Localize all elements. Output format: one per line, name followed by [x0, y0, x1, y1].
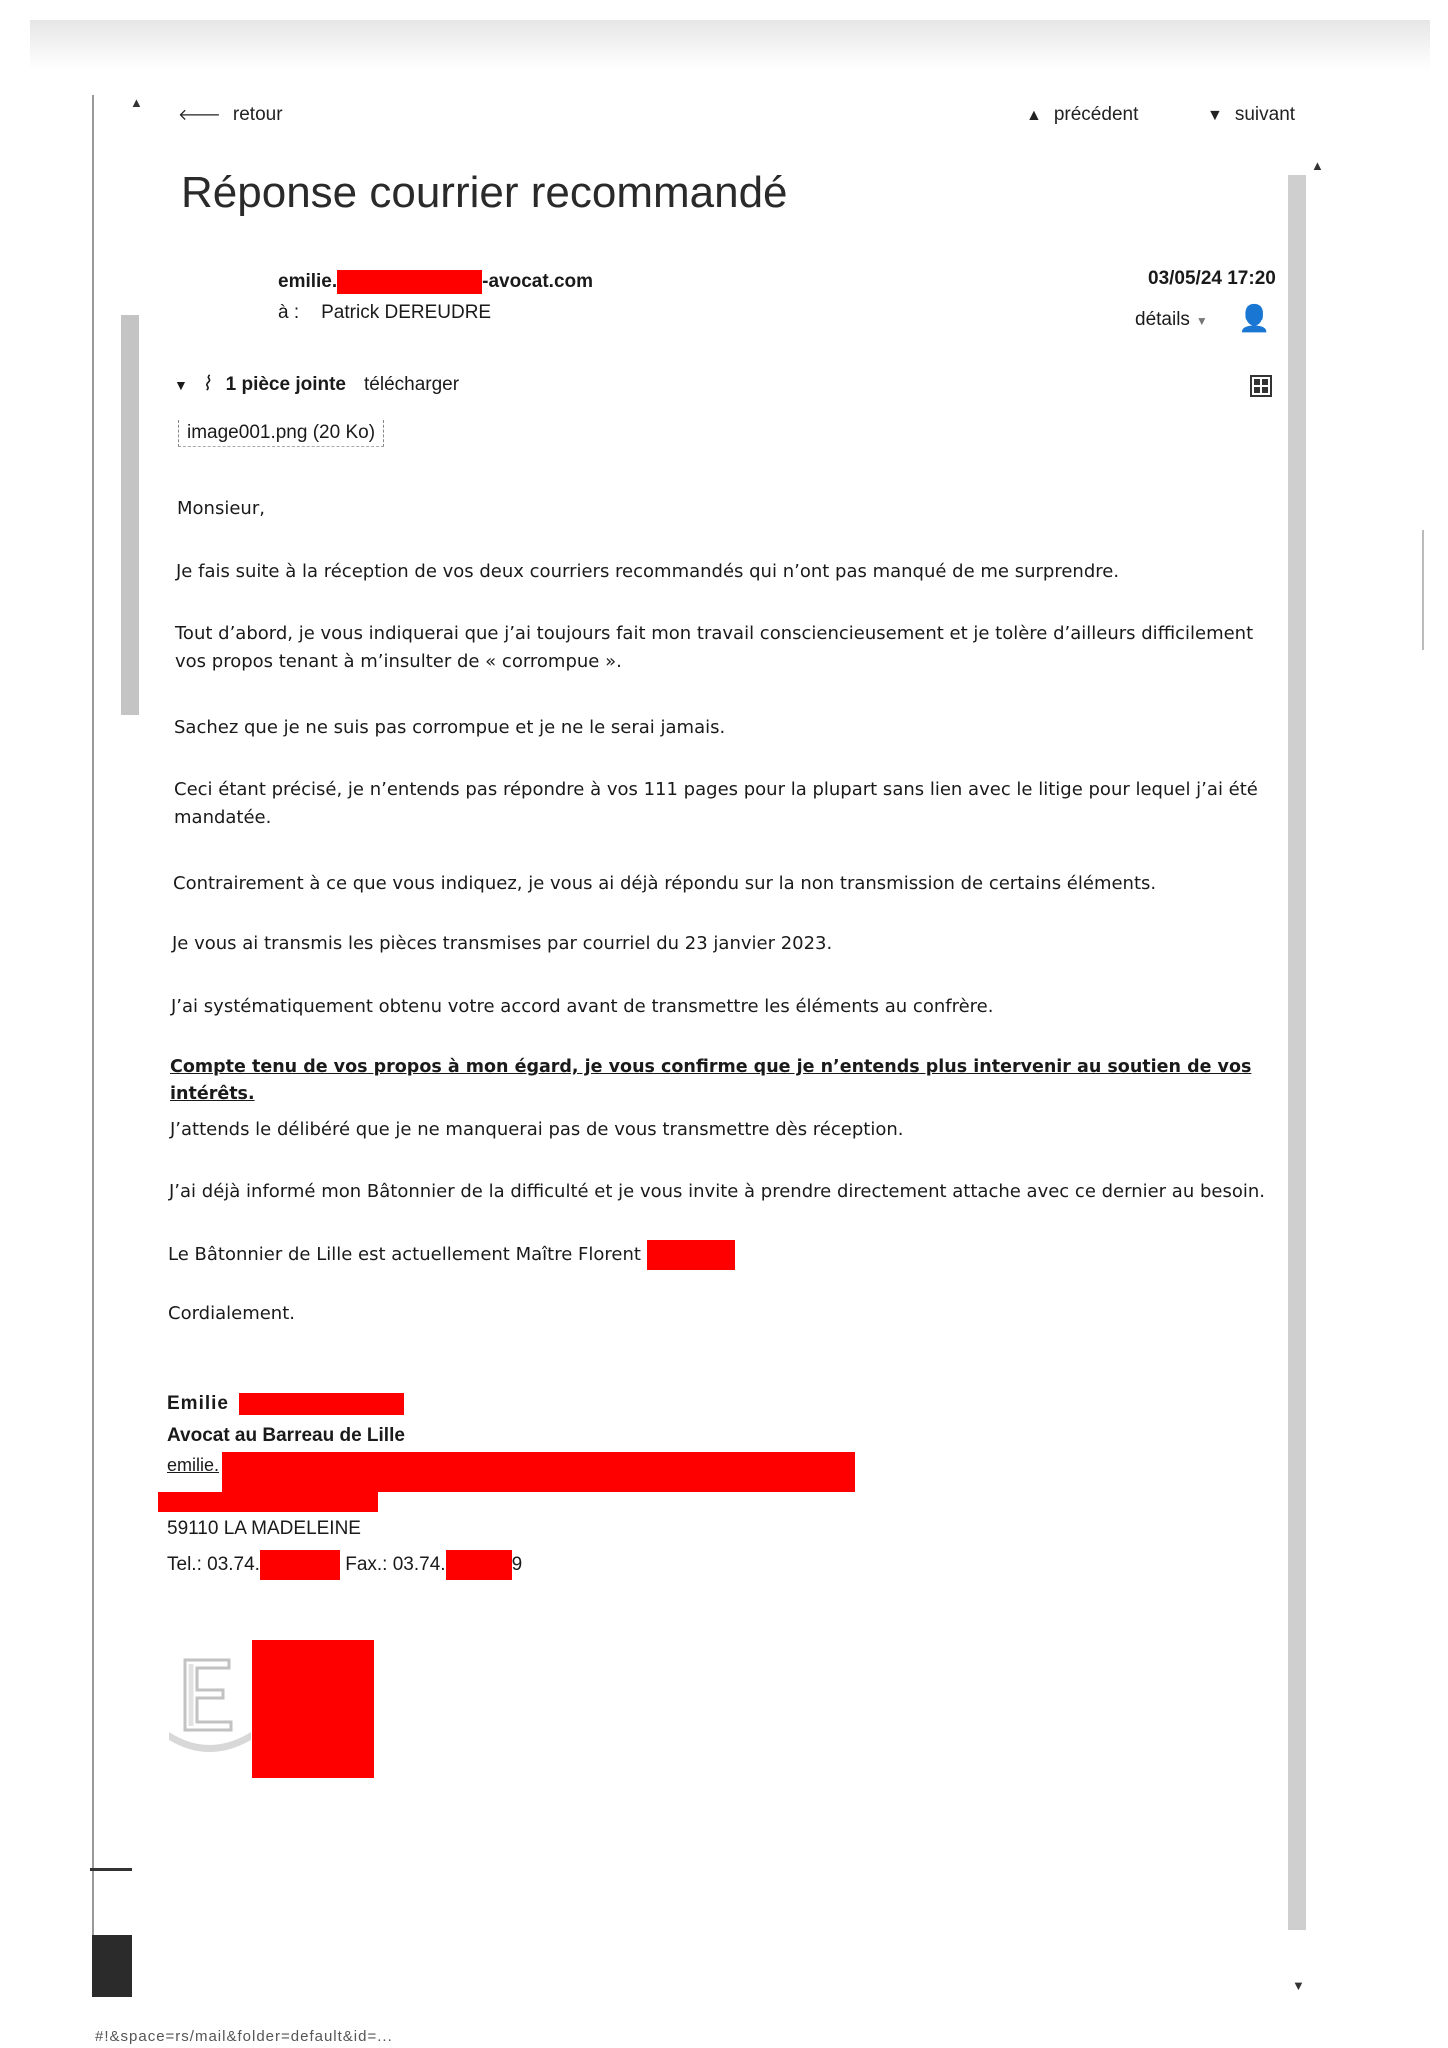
paperclip-icon: ⌇	[201, 373, 212, 395]
back-label: retour	[232, 104, 283, 125]
details-toggle[interactable]	[1135, 309, 1208, 331]
redaction-block	[239, 1393, 404, 1415]
grid-view-icon[interactable]	[1250, 375, 1272, 397]
scan-edge	[30, 20, 1430, 70]
paragraph: J’ai déjà informé mon Bâtonnier de la difficulté et je vous invite à prendre directement attache avec ce dernier au besoin.	[169, 1181, 1265, 1202]
attachment-count: 1 pièce jointe	[225, 374, 346, 395]
paragraph: Contrairement à ce que vous indiquez, je vous ai déjà répondu sur la non transmission de certains éléments.	[173, 873, 1157, 894]
paragraph: Je vous ai transmis les pièces transmises par courriel du 23 janvier 2023.	[172, 933, 833, 954]
tel-prefix: Tel.: 03.74.	[167, 1554, 260, 1576]
details-label: détails	[1135, 309, 1190, 330]
paragraph: Sachez que je ne suis pas corrompue et je ne le serai jamais.	[174, 717, 726, 738]
add-contact-icon[interactable]: 👤	[1238, 303, 1271, 333]
redaction-block	[337, 270, 482, 294]
message-subject: Réponse courrier recommandé	[181, 168, 788, 217]
signature-city: 59110 LA MADELEINE	[167, 1518, 361, 1539]
scroll-top-arrow-icon[interactable]: ▲	[130, 95, 143, 110]
left-block	[92, 1935, 132, 1997]
url-footer: #!&space=rs/mail&folder=default&id=...	[95, 2028, 393, 2045]
redaction-block	[252, 1640, 374, 1778]
redaction-block	[158, 1492, 378, 1512]
left-scrollbar[interactable]	[121, 315, 139, 715]
redaction-block	[222, 1452, 855, 1492]
redaction-block	[647, 1240, 735, 1270]
paragraph	[168, 1240, 1288, 1270]
previous-message-button[interactable]	[1026, 104, 1138, 126]
attachment-file[interactable]: image001.png (20 Ko)	[178, 420, 384, 447]
batonnier-text: Le Bâtonnier de Lille est actuellement Maître Florent	[168, 1244, 641, 1265]
fax-suffix: 9	[511, 1554, 523, 1576]
emphasized-paragraph: Compte tenu de vos propos à mon égard, je vous confirme que je n’entends plus intervenir au soutien de vos intérêts.	[170, 1057, 1252, 1105]
signature-phone	[167, 1550, 522, 1580]
greeting: Monsieur,	[177, 498, 265, 519]
paragraph: Tout d’abord, je vous indiquerai que j’ai toujours fait mon travail consciencieusement et je tolère d’ailleurs difficilement vos propos tenant à m’insulter de « corrompue ».	[175, 623, 1254, 672]
download-link[interactable]: télécharger	[364, 374, 460, 395]
scroll-down-arrow-icon[interactable]: ▼	[1292, 1978, 1305, 1993]
collapse-arrow-icon[interactable]: ▼	[174, 377, 188, 393]
right-edge-mark	[1422, 530, 1424, 650]
signature-name	[167, 1393, 404, 1415]
triangle-up-icon: ▲	[1026, 107, 1042, 124]
recipient-name[interactable]: Patrick DEREUDRE	[321, 302, 492, 323]
triangle-down-icon: ▼	[1207, 107, 1223, 124]
message-date: 03/05/24 17:20	[1148, 268, 1276, 289]
redaction-block	[446, 1550, 512, 1580]
scroll-up-arrow-icon[interactable]: ▲	[1311, 158, 1324, 173]
next-label: suivant	[1234, 104, 1296, 125]
signature-first-name: Emilie	[167, 1393, 229, 1415]
left-border	[92, 95, 94, 1975]
paragraph: J’attends le délibéré que je ne manquerai pas de vous transmettre dès réception.	[170, 1119, 904, 1140]
sender-suffix: -avocat.com	[482, 271, 594, 293]
sender-prefix: emilie.	[278, 271, 338, 293]
recipient-line	[278, 302, 491, 324]
paragraph: Je fais suite à la réception de vos deux courriers recommandés qui n’ont pas manqué de me surprendre.	[176, 561, 1120, 582]
left-divider	[90, 1868, 132, 1871]
to-label: à :	[278, 302, 300, 323]
chevron-down-icon: ▼	[1195, 314, 1208, 328]
sender-address[interactable]	[278, 270, 593, 294]
fax-prefix: Fax.: 03.74.	[345, 1554, 446, 1576]
closing: Cordialement.	[168, 1303, 295, 1324]
vertical-scrollbar[interactable]	[1288, 175, 1306, 1930]
signature-role: Avocat au Barreau de Lille	[167, 1425, 405, 1446]
back-link[interactable]	[178, 104, 283, 126]
previous-label: précédent	[1053, 104, 1139, 125]
paragraph: J’ai systématiquement obtenu votre accord avant de transmettre les éléments au confrère.	[171, 996, 994, 1017]
signature-email-link[interactable]: emilie.	[167, 1455, 220, 1475]
firm-logo-icon	[165, 1640, 253, 1758]
attachments-bar	[174, 371, 459, 396]
next-message-button[interactable]	[1207, 104, 1295, 126]
redaction-block	[260, 1550, 340, 1580]
paragraph: Ceci étant précisé, je n’entends pas répondre à vos 111 pages pour la plupart sans lien avec le litige pour lequel j’ai été mandatée.	[174, 779, 1258, 828]
back-arrow-icon: 🡐	[178, 107, 221, 124]
